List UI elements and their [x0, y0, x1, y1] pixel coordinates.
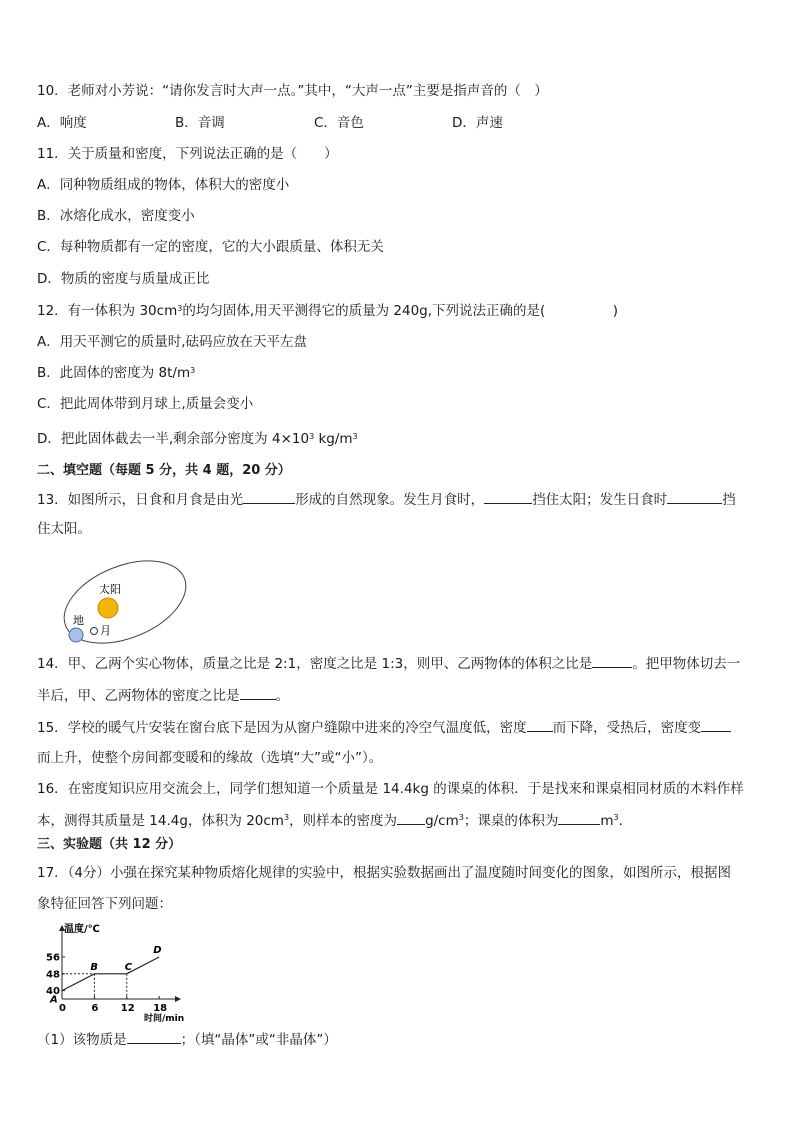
q13-line-1: 13．如图所示，日食和月食是由光 形成的自然现象。发生月食时， 挡住太阳；发生日食时 挡 [37, 492, 736, 508]
q16-line-1: 16．在密度知识应用交流会上，同学们想知道一个质量是 14.4kg 的课桌的体积．于是找来和课桌相同材质的木料作样 [37, 781, 744, 797]
q15-blank-2[interactable] [701, 718, 731, 732]
q12-option-b: B．此固体的密度为 $8t/m^3$ [37, 365, 196, 381]
point-label-d: D [153, 945, 162, 956]
q12-stem: 12．有一体积为 $30cm^3$的均匀固体,用天平测得它的质量为 240g,下列说法正确的是( ) [37, 303, 619, 319]
q10-stem: 10．老师对小芳说：“请你发言时大声一点。”其中，“大声一点”主要是指声音的（ ） [37, 83, 548, 99]
q10-option-b: B．音调 [175, 115, 225, 131]
q11-option-b: B．冰熔化成水，密度变小 [37, 208, 195, 224]
q17-line-1: 17．（4分）小强在探究某种物质熔化规律的实验中，根据实验数据画出了温度随时间变化的图象，如图所示，根据图 [37, 865, 732, 881]
q11-stem: 11．关于质量和密度，下列说法正确的是（ ） [37, 146, 338, 162]
q13-line-2: 住太阳。 [37, 521, 91, 537]
earth-label: 地 [73, 614, 84, 627]
q10-options [37, 114, 757, 132]
q12-option-c: C．把此周体带到月球上,质量会变小 [37, 396, 254, 412]
q16-blank-2[interactable] [558, 811, 600, 825]
sun-label: 太阳 [99, 583, 121, 596]
temperature-line [62, 957, 159, 991]
q13-blank-2[interactable] [484, 490, 532, 504]
earth-icon [69, 628, 83, 642]
moon-icon [91, 628, 98, 635]
y-tick-label: 56 [46, 952, 60, 964]
q13-blank-3[interactable] [667, 490, 722, 504]
q10-option-c: C．音色 [314, 115, 364, 131]
melting-chart [40, 920, 190, 1026]
y-tick-label: 48 [46, 969, 60, 981]
q16-blank-1[interactable] [397, 811, 425, 825]
q11-option-d: D．物质的密度与质量成正比 [37, 271, 210, 287]
x-tick-label: 0 [59, 1003, 66, 1014]
q14-line-2: 半后，甲、乙两物体的密度之比是 。 [37, 688, 289, 704]
section-2-heading: 二、填空题（每题 5 分，共 4 题，20 分） [37, 463, 291, 478]
section-3-heading: 三、实验题（共 12 分） [37, 837, 182, 852]
q14-blank-2[interactable] [240, 686, 276, 700]
point-label-a: A [50, 994, 58, 1006]
q11-option-c: C．每种物质都有一定的密度，它的大小跟质量、体积无关 [37, 239, 384, 255]
q14-line-1: 14．甲、乙两个实心物体，质量之比是 2:1，密度之比是 1:3，则甲、乙两物体的体积之比是 。把甲物体切去一 [37, 656, 741, 672]
eclipse-figure [56, 560, 196, 646]
q17-blank-1[interactable] [127, 1030, 181, 1044]
q15-line-1: 15．学校的暖气片安装在窗台底下是因为从窗户缝隙中进来的冷空气温度低，密度 而下降，受热后，密度变 [37, 718, 731, 737]
moon-label: 月 [100, 624, 111, 637]
q10-option-d: D．声速 [452, 115, 503, 131]
q17-sub-1: （1）该物质是 ；（填“晶体”或“非晶体”） [37, 1032, 337, 1048]
q17-line-2: 象特征回答下列问题： [37, 896, 172, 912]
x-tick-label: 12 [120, 1003, 135, 1014]
x-axis-label: 时间/min [144, 1014, 185, 1024]
sun-icon [98, 598, 118, 618]
x-tick-label: 6 [91, 1003, 99, 1014]
q12-option-a: A．用天平测它的质量时,砝码应放在天平左盘 [37, 334, 308, 350]
q13-blank-1[interactable] [243, 490, 295, 504]
q15-blank-1[interactable] [527, 718, 553, 732]
x-tick-label: 18 [153, 1003, 168, 1014]
q10-option-a: A．响度 [37, 115, 87, 131]
point-label-b: B [90, 961, 99, 973]
q12-option-d: D．把此固体截去一半,剩余部分密度为 $4\times 10^3$ $kg/m^3$ [37, 431, 358, 447]
q15-line-2: 而上升，使整个房间都变暖和的缘故（选填“大”或“小”）。 [37, 750, 383, 766]
y-tick-label: 40 [46, 986, 60, 998]
q11-option-a: A．同种物质组成的物体，体积大的密度小 [37, 177, 290, 193]
y-axis-label: 温度/℃ [64, 924, 100, 935]
q14-blank-1[interactable] [592, 654, 632, 668]
q16-line-2: 本，测得其质量是 14.4g，体积为 $20cm^3$，则样本的密度为 $g/cm^3$；课桌的体积为 $m^3$. [37, 813, 623, 829]
point-label-c: C [124, 961, 133, 973]
